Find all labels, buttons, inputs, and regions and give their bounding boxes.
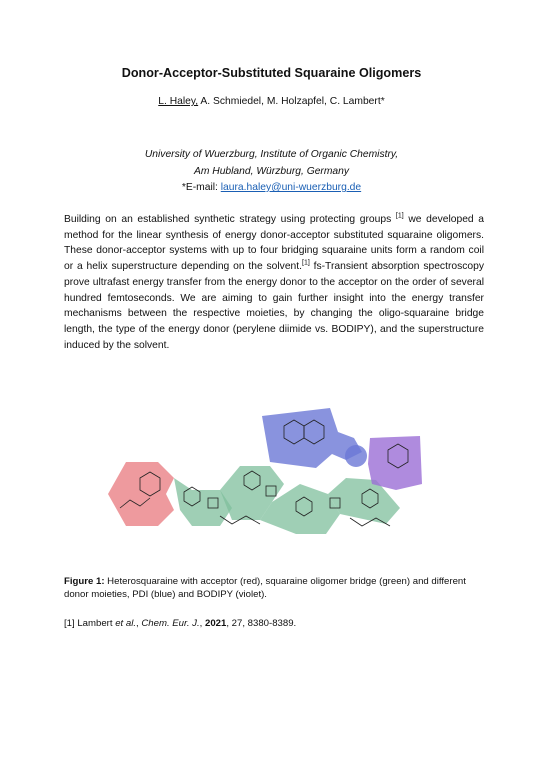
citation-ref-1: [1]	[395, 212, 404, 220]
molecule-figure	[100, 398, 430, 558]
paper-title: Donor-Acceptor-Substituted Squaraine Oligomers	[121, 66, 422, 80]
acceptor-piece	[108, 462, 174, 526]
bodipy-donor-piece	[368, 436, 422, 490]
email-label: *E-mail:	[181, 182, 221, 193]
reference-1	[64, 617, 486, 630]
ref-journal: Chem. Eur. J.	[141, 618, 200, 629]
email-line	[0, 180, 543, 197]
presenting-author: L. Haley,	[158, 96, 199, 107]
author-list	[0, 96, 543, 107]
ref-year: 2021	[205, 618, 227, 629]
affiliation	[0, 147, 543, 197]
bridge-piece-1	[174, 478, 232, 526]
abstract-text-2: we developed a method for the linear synthesis of energy donor-acceptor substituted squaraine oligomers. These donor-acceptor systems with up to four bridging squaraine units form a random coil or a helix superstructure depending on the solvent.	[64, 214, 485, 273]
co-authors: A. Schmiedel, M. Holzapfel, C. Lambert*	[198, 96, 385, 107]
caption-text: Heterosquaraine with acceptor (red), squaraine oligomer bridge (green) and different donor moieties, PDI (blue) and BODIPY (violet).	[64, 576, 466, 601]
affiliation-line-1: University of Wuerzburg, Institute of Organic Chemistry,	[144, 149, 399, 160]
pdi-connector-knob	[345, 445, 367, 467]
figure-caption	[64, 575, 486, 602]
ref-details: , 27, 8380-8389.	[226, 618, 297, 629]
citation-ref-2: [1]	[302, 259, 310, 267]
ref-sep: ,	[136, 618, 142, 629]
caption-label: Figure 1:	[64, 576, 105, 587]
email-link[interactable]: laura.haley@uni-wuerzburg.de	[220, 182, 362, 193]
ref-etal: et al.	[115, 618, 137, 629]
ref-sep-2: ,	[199, 618, 205, 629]
abstract-text-3: fs-Transient absorption spectroscopy prove ultrafast energy transfer from the energy donor to the acceptor on the order of several hundred femtoseconds. We are aiming to gain further insight into the energy transfer mechanisms between the respective moieties, by changing the oligo-squaraine bridge length, the type of the energy donor (perylene diimide vs. BODIPY), and the superstructure induced by the solvent.	[64, 261, 484, 351]
abstract-text-1: Building on an established synthetic strategy using protecting groups	[64, 214, 396, 225]
affiliation-line-2: Am Hubland, Würzburg, Germany	[193, 165, 350, 177]
ref-number-author: [1] Lambert	[64, 618, 116, 629]
abstract-paragraph	[64, 212, 484, 353]
